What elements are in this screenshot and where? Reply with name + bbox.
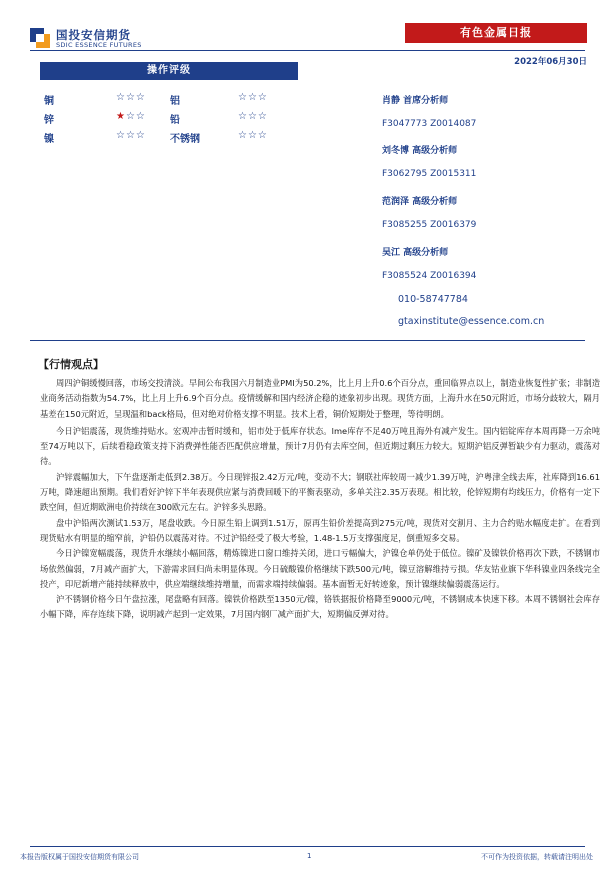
contact-phone: 010-58747784 [398, 294, 468, 305]
rating-label-lead: 铅 [170, 115, 180, 126]
view-paragraph-nickel: 今日沪镍宽幅震荡，现货升水继续小幅回落，精炼镍进口窗口维持关闭，进口亏幅偏大，沪镍仓单仍处于低位。镍矿及镍铁价格再次下跌，不锈钢市场依然偏弱，7月减产面扩大，下游需求回归尚未明显体现。今日硫酸镍价格继续下跌500元/吨，镍豆溶解维持亏损。华友钴业旗下华科镍业四条线完全投产，印尼新增产能持续释放中，供应端继续维持增量，而需求端持续偏弱。基本面暂无好转迹象，预计镍继续偏弱震荡运行。 [40, 548, 600, 589]
view-paragraph-aluminum: 今日沪铝震荡，现货维持贴水。宏观冲击暂时缓和，铝市处于低库存状态。lme库存不足40万吨且海外有减产发生。国内铝锭库存本周再降一万余吨至74万吨以下，后续看稳政策支持下消费弹性能否匹配供应增量，预计7月仍有去库空间，但近期过剩压力较大。短期沪铝反弹暂缺少有力驱动，震荡对待。 [40, 425, 600, 467]
logo-mark-icon [30, 28, 50, 48]
rating-stars-aluminum: ☆☆☆ [238, 92, 268, 103]
rating-row [40, 111, 298, 127]
footer-disclaimer: 不可作为投资依据，转载请注明出处 [481, 853, 593, 861]
rating-stars-zinc [116, 111, 146, 122]
section-divider [30, 340, 585, 341]
rating-stars-stainless: ☆☆☆ [238, 130, 268, 141]
analyst-name: 吴江 高级分析师 [382, 248, 449, 258]
rating-row [40, 92, 298, 108]
rating-stars-lead: ☆☆☆ [238, 111, 268, 122]
footer-divider [30, 846, 585, 847]
rating-stars-copper: ☆☆☆ [116, 92, 146, 103]
view-body [40, 376, 600, 623]
contact-email[interactable]: gtaxinstitute@essence.com.cn [398, 316, 545, 327]
view-paragraph-lead: 盘中沪铅两次测试1.53万，尾盘收跌。今日原生铅上调到1.51万，原再生铅价差提高到275元/吨，现货对交割月、主力合约贴水幅度走扩。在看到现货贴水有明显的缩窄前，沪铅仍以震荡对待。不过沪铅经受了极大考验，1.48-1.5万支撑强度足，倒重短多交易。 [40, 517, 600, 543]
rating-label-nickel: 镍 [44, 134, 54, 145]
rating-title: 操作评级 [40, 62, 298, 80]
view-paragraph-stainless: 沪不锈钢价格今日午盘拉涨，尾盘略有回落。镍铁价格跌至1350元/镍，铬铁据报价格降至9000元/吨，不锈钢成本快速下移。本周不锈钢社会库存小幅下降，库存连续下降，说明减产起到一定效果，7月国内钢厂减产面扩大，短期偏反弹对待。 [40, 594, 600, 620]
view-paragraph-zinc: 沪锌震幅加大，下午盘逐渐走低到2.38万。今日现锌报2.42万元/吨，变动不大；钢联社库较周一减少1.39万吨，沪粤津全线去库，社库降到16.61万吨，降速超出预期。我们看好沪锌下半年表现供应紧与消费回暖下的平衡表驱动，多单关注2.35万表现。相比较，伦锌短期有均线压力，价格有一定下跌空间，但近期欧洲电价持续在300欧元左右。沪锌多头思路。 [40, 471, 600, 513]
rating-star-empty: ☆☆ [125, 111, 146, 122]
analyst-name: 刘冬博 高级分析师 [382, 146, 458, 156]
analyst-name: 肖静 首席分析师 [382, 96, 449, 106]
analyst-id: F3085255 Z0016379 [382, 220, 477, 230]
analyst-id: F3047773 Z0014087 [382, 119, 477, 129]
company-logo [30, 26, 170, 52]
page-number: 1 [307, 852, 312, 860]
rating-label-copper: 铜 [44, 96, 54, 107]
logo-cn: 国投安信期货 [56, 28, 131, 42]
rating-row [40, 130, 298, 146]
view-paragraph-copper: 周四沪铜缓慢回落，市场交投清淡。早间公布我国六月制造业PMI为50.2%，比上月上升0.6个百分点，重回临界点以上，制造业恢复性扩张；非制造业商务活动指数为54.7%，比上月上升6.9个百分点。疫情缓解和国内经济企稳的迹象初步出现。现货方面，上海升水在50元附近，市场分歧较大，隔月基差在150元附近，呈现温和back格局，但对绝对价格支撑不明显。技术上看，铜价短期处于整理，等待明朗。 [40, 378, 600, 419]
report-date: 2022年06月30日 [514, 57, 587, 67]
rating-label-aluminum: 铝 [170, 96, 180, 107]
view-title: 【行情观点】 [38, 358, 104, 371]
footer-copyright: 本报告版权属于国投安信期货有限公司 [20, 853, 139, 861]
rating-star-filled: ★ [116, 111, 126, 122]
rating-label-stainless: 不锈钢 [170, 134, 200, 145]
report-title: 有色金属日报 [405, 23, 587, 43]
analyst-id: F3085524 Z0016394 [382, 271, 477, 281]
analyst-name: 范润泽 高级分析师 [382, 197, 458, 207]
rating-stars-nickel: ☆☆☆ [116, 130, 146, 141]
analyst-id: F3062795 Z0015311 [382, 169, 477, 179]
rating-label-zinc: 锌 [44, 115, 54, 126]
logo-en: SDIC ESSENCE FUTURES [56, 41, 142, 49]
header-divider [30, 50, 585, 51]
